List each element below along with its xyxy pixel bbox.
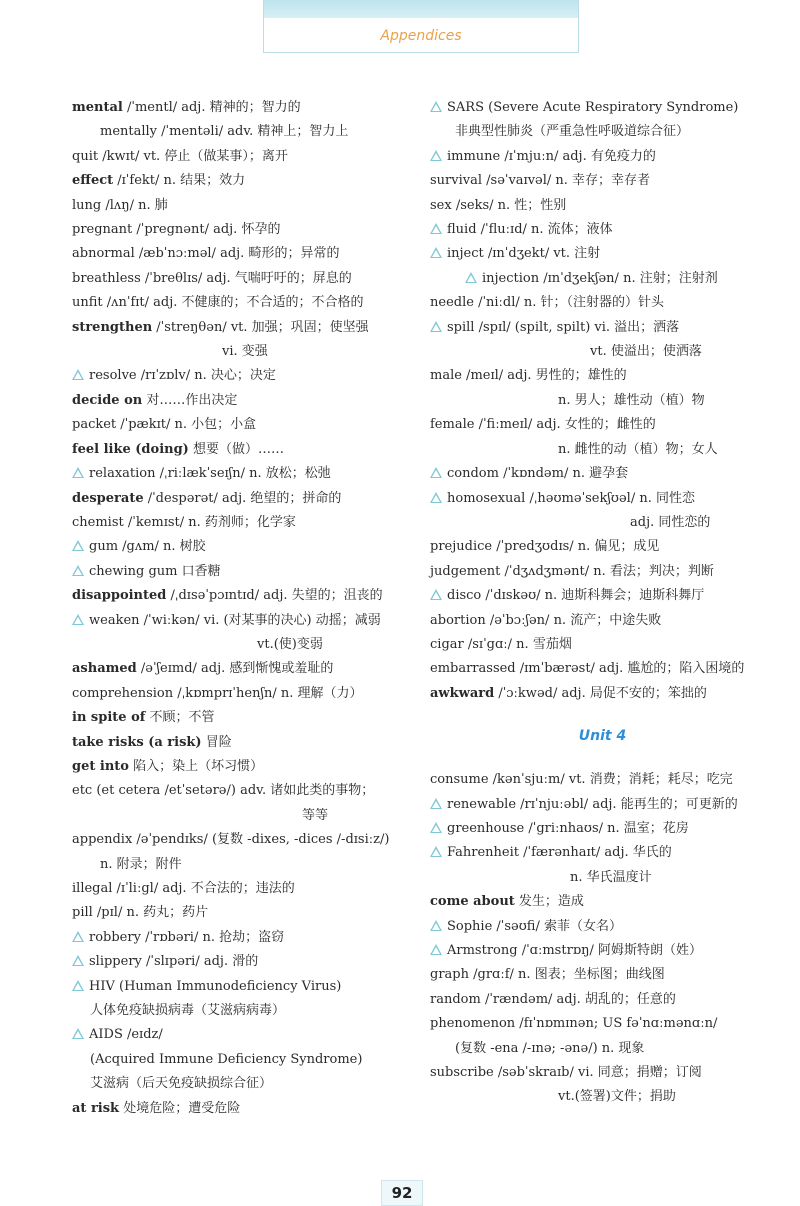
- vocab-definition: abortion /əˈbɔːʃən/ n. 流产；中途失败: [430, 612, 662, 628]
- vocab-entry: [430, 511, 775, 535]
- vocab-entry: [72, 731, 412, 755]
- vocab-term: mental: [72, 100, 123, 115]
- vocab-definition: 陷入；染上（坏习惯）: [128, 758, 264, 774]
- vocab-definition: etc (et cetera /etˈsetərə/) adv. 诸如此类的事物；: [72, 783, 375, 799]
- vocab-entry: [72, 120, 412, 144]
- vocab-definition: chewing gum 口香糖: [89, 563, 221, 579]
- vocab-entry: [72, 267, 412, 291]
- vocab-entry: [430, 438, 775, 462]
- vocab-entry: [430, 915, 775, 939]
- vocab-definition: Sophie /ˈsəʊfi/ 索菲（女名）: [447, 918, 622, 934]
- vocab-definition: /əˈʃeɪmd/ adj. 感到惭愧或羞耻的: [136, 661, 334, 677]
- vocab-entry: [72, 633, 412, 657]
- vocab-definition: male /meɪl/ adj. 男性的；雄性的: [430, 368, 627, 384]
- header-band: [263, 0, 579, 53]
- vocab-entry: [72, 413, 412, 437]
- vocab-term: desperate: [72, 490, 144, 506]
- vocab-term: feel like (doing): [72, 441, 189, 457]
- vocab-entry: [430, 389, 775, 413]
- vocab-definition: female /ˈfiːmeɪl/ adj. 女性的；雌性的: [430, 417, 656, 433]
- vocab-entry: [72, 535, 412, 559]
- vocab-entry: [72, 999, 412, 1023]
- vocab-entry: [72, 145, 412, 169]
- vocab-entry: [72, 1097, 412, 1121]
- vocab-definition: n. 华氏温度计: [570, 869, 652, 885]
- vocab-term: get into: [72, 758, 129, 774]
- vocab-entry: [430, 120, 775, 144]
- vocab-entry: [72, 926, 412, 950]
- vocab-definition: weaken /ˈwiːkən/ vi. (对某事的决心) 动摇；减弱: [89, 612, 381, 628]
- vocab-entry: [430, 413, 775, 437]
- vocab-definition: 艾滋病（后天免疫缺损综合征）: [90, 1076, 273, 1092]
- vocab-entry: [430, 267, 775, 291]
- vocab-entry: [430, 96, 775, 120]
- vocab-definition: comprehension /ˌkɒmprɪˈhenʃn/ n. 理解（力）: [72, 685, 363, 701]
- vocab-entry: [72, 1048, 412, 1072]
- vocab-term: disappointed: [72, 588, 167, 604]
- page-number: 92: [381, 1180, 423, 1206]
- vocab-definition: spill /spɪl/ (spilt, spilt) vi. 溢出；洒落: [447, 319, 680, 335]
- vocab-term: in spite of: [72, 710, 146, 726]
- vocab-definition: sex /seks/ n. 性；性别: [430, 197, 567, 213]
- triangle-marker-icon: [72, 931, 84, 942]
- triangle-marker-icon: [465, 272, 477, 283]
- triangle-marker-icon: [430, 223, 442, 234]
- vocab-entry: [430, 988, 775, 1012]
- vocab-definition: n. 雌性的动（植）物；女人: [558, 441, 718, 457]
- vocab-entry: [72, 511, 412, 535]
- vocab-entry: [430, 169, 775, 193]
- vocab-entry: [430, 487, 775, 511]
- vocab-term: strengthen: [72, 319, 153, 335]
- vocab-entry: [430, 535, 775, 559]
- vocab-definition: 想要（做）……: [188, 441, 284, 457]
- vocab-entry: [72, 657, 412, 681]
- vocab-entry: [430, 866, 775, 890]
- vocab-entry: [430, 633, 775, 657]
- vocab-definition: 等等: [302, 807, 329, 823]
- triangle-marker-icon: [72, 565, 84, 576]
- triangle-marker-icon: [72, 369, 84, 380]
- vocab-definition: AIDS /eɪdz/: [89, 1027, 163, 1043]
- vocab-entry: [72, 853, 412, 877]
- vocab-entry: [430, 218, 775, 242]
- vocab-definition: breathless /ˈbreθlɪs/ adj. 气喘吁吁的；屏息的: [72, 270, 352, 286]
- vocab-entry: [72, 169, 412, 193]
- triangle-marker-icon: [430, 492, 442, 503]
- vocab-definition: /ˈstreŋθən/ vt. 加强；巩固；使坚强: [152, 319, 369, 335]
- vocab-entry: [72, 560, 412, 584]
- vocab-entry: [72, 316, 412, 340]
- vocab-entry: [72, 804, 412, 828]
- vocab-definition: chemist /ˈkemɪst/ n. 药剂师；化学家: [72, 514, 296, 530]
- vocab-definition: /ɪˈfekt/ n. 结果；效力: [113, 173, 246, 189]
- vocab-definition: n. 附录；附件: [100, 856, 182, 872]
- triangle-marker-icon: [72, 540, 84, 551]
- triangle-marker-icon: [72, 955, 84, 966]
- triangle-marker-icon: [430, 944, 442, 955]
- vocab-definition: abnormal /æbˈnɔːməl/ adj. 畸形的；异常的: [72, 246, 340, 262]
- vocab-definition: inject /ɪnˈdʒekt/ vt. 注射: [447, 246, 601, 262]
- vocab-entry: [430, 890, 775, 914]
- vocab-definition: quit /kwɪt/ vt. 停止（做某事）；离开: [72, 148, 288, 164]
- vocab-entry: [430, 145, 775, 169]
- vocab-definition: resolve /rɪˈzɒlv/ n. 决心；决定: [89, 368, 276, 384]
- triangle-marker-icon: [430, 101, 442, 112]
- vocab-entry: [430, 242, 775, 266]
- vocab-definition: 非典型性肺炎（严重急性呼吸道综合征）: [455, 124, 690, 140]
- vocab-term: decide on: [72, 392, 143, 408]
- vocab-definition: 不顾；不管: [145, 710, 215, 726]
- vocab-definition: vi. 变强: [222, 344, 268, 360]
- vocab-entry: [72, 389, 412, 413]
- vocab-entry: [430, 291, 775, 315]
- vocab-definition: Fahrenheit /ˈfærənhaɪt/ adj. 华氏的: [447, 845, 672, 861]
- vocab-entry: [72, 584, 412, 608]
- vocab-definition: renewable /rɪˈnjuːəbl/ adj. 能再生的；可更新的: [447, 796, 738, 812]
- vocab-definition: vt. 使溢出；使洒落: [590, 344, 702, 360]
- right-column: [430, 96, 775, 1110]
- vocab-entry: [430, 1037, 775, 1061]
- vocab-definition: HIV (Human Immunodeficiency Virus): [89, 978, 342, 994]
- vocab-entry: [72, 96, 412, 120]
- vocab-definition: subscribe /səbˈskraɪb/ vi. 同意；捐赠；订阅: [430, 1065, 702, 1081]
- vocab-definition: consume /kənˈsjuːm/ vt. 消费；消耗；耗尽；吃完: [430, 772, 733, 788]
- triangle-marker-icon: [430, 846, 442, 857]
- vocab-term: come about: [430, 894, 515, 910]
- vocab-entry: [72, 194, 412, 218]
- vocab-definition: graph /grɑːf/ n. 图表；坐标图；曲线图: [430, 967, 665, 983]
- vocab-entry: [72, 609, 412, 633]
- triangle-marker-icon: [430, 467, 442, 478]
- vocab-entry: [72, 340, 412, 364]
- vocab-entry: [430, 1012, 775, 1036]
- header-sky-decoration: [264, 0, 578, 18]
- vocab-entry: [72, 1072, 412, 1096]
- section-title: Appendices: [380, 28, 462, 44]
- vocab-definition: relaxation /ˌriːlækˈseɪʃn/ n. 放松；松弛: [89, 466, 331, 482]
- vocab-term: effect: [72, 173, 114, 189]
- vocab-definition: /ˈɔːkwəd/ adj. 局促不安的；笨拙的: [494, 685, 707, 701]
- right-column-entries-b: [430, 768, 775, 1110]
- vocab-term: at risk: [72, 1100, 120, 1116]
- vocab-entry: [72, 682, 412, 706]
- vocab-entry: [430, 841, 775, 865]
- vocab-definition: pregnant /ˈpregnənt/ adj. 怀孕的: [72, 222, 281, 238]
- vocab-definition: judgement /ˈdʒʌdʒmənt/ n. 看法；判决；判断: [430, 563, 714, 579]
- vocab-entry: [72, 975, 412, 999]
- vocab-definition: unfit /ʌnˈfɪt/ adj. 不健康的；不合适的；不合格的: [72, 295, 364, 311]
- vocab-entry: [72, 1023, 412, 1047]
- vocab-definition: random /ˈrændəm/ adj. 胡乱的；任意的: [430, 991, 676, 1007]
- vocab-definition: immune /ɪˈmjuːn/ adj. 有免疫力的: [447, 148, 656, 164]
- vocab-definition: Armstrong /ˈɑːmstrɒŋ/ 阿姆斯特朗（姓）: [447, 943, 702, 958]
- vocab-entry: [430, 364, 775, 388]
- vocab-definition: mentally /ˈmentəli/ adv. 精神上；智力上: [100, 124, 349, 140]
- vocab-definition: slippery /ˈslɪpəri/ adj. 滑的: [89, 954, 259, 970]
- vocab-entry: [430, 817, 775, 841]
- vocab-definition: prejudice /ˈpredʒʊdɪs/ n. 偏见；成见: [430, 539, 660, 555]
- vocab-term: awkward: [430, 685, 495, 701]
- vocab-definition: lung /lʌŋ/ n. 肺: [72, 197, 168, 213]
- vocab-entry: [72, 779, 412, 803]
- vocab-entry: [72, 438, 412, 462]
- vocab-definition: disco /ˈdɪskəʊ/ n. 迪斯科舞会；迪斯科舞厅: [447, 588, 705, 604]
- vocab-definition: survival /səˈvaɪvəl/ n. 幸存；幸存者: [430, 173, 651, 189]
- vocab-term: take risks (a risk): [72, 734, 202, 750]
- vocab-definition: condom /ˈkɒndəm/ n. 避孕套: [447, 466, 629, 482]
- triangle-marker-icon: [430, 150, 442, 161]
- vocab-definition: homosexual /ˌhəʊməˈsekʃʊəl/ n. 同性恋: [447, 490, 695, 506]
- left-column: [72, 96, 412, 1121]
- triangle-marker-icon: [430, 589, 442, 600]
- vocab-definition: 发生；造成: [514, 894, 584, 910]
- vocab-definition: (Acquired Immune Deficiency Syndrome): [90, 1051, 363, 1067]
- triangle-marker-icon: [72, 980, 84, 991]
- vocab-entry: [72, 755, 412, 779]
- vocab-definition: fluid /ˈfluːɪd/ n. 流体；液体: [447, 222, 613, 238]
- vocab-entry: [430, 1061, 775, 1085]
- vocab-definition: phenomenon /fɪˈnɒmɪnən; US fəˈnɑːmənɑːn/: [430, 1016, 718, 1032]
- vocab-definition: n. 男人；雄性动（植）物: [558, 392, 705, 408]
- vocab-definition: pill /pɪl/ n. 药丸；药片: [72, 905, 209, 921]
- vocab-definition: 处境危险；遭受危险: [119, 1100, 241, 1116]
- vocab-entry: [430, 963, 775, 987]
- vocab-definition: injection /ɪnˈdʒekʃən/ n. 注射；注射剂: [482, 270, 718, 286]
- vocab-entry: [72, 242, 412, 266]
- triangle-marker-icon: [72, 467, 84, 478]
- vocab-entry: [430, 560, 775, 584]
- vocab-definition: embarrassed /ɪmˈbærəst/ adj. 尴尬的；陷入困境的: [430, 661, 745, 677]
- vocab-definition: SARS (Severe Acute Respiratory Syndrome): [447, 100, 739, 115]
- triangle-marker-icon: [430, 247, 442, 258]
- vocab-entry: [430, 340, 775, 364]
- triangle-marker-icon: [430, 321, 442, 332]
- vocab-definition: robbery /ˈrɒbəri/ n. 抢劫；盗窃: [89, 929, 285, 945]
- vocab-entry: [430, 194, 775, 218]
- vocab-entry: [72, 291, 412, 315]
- vocab-entry: [72, 828, 412, 852]
- vocab-definition: illegal /ɪˈliːgl/ adj. 不合法的；违法的: [72, 881, 295, 896]
- triangle-marker-icon: [430, 822, 442, 833]
- vocab-entry: [72, 364, 412, 388]
- vocab-entry: [72, 950, 412, 974]
- vocab-definition: cigar /sɪˈgɑː/ n. 雪茄烟: [430, 636, 572, 652]
- vocab-definition: /ˈmentl/ adj. 精神的；智力的: [122, 100, 301, 115]
- vocab-definition: 人体免疫缺损病毒（艾滋病病毒）: [90, 1003, 286, 1019]
- vocab-entry: [72, 706, 412, 730]
- vocab-definition: gum /gʌm/ n. 树胶: [89, 539, 206, 555]
- vocab-definition: greenhouse /ˈgriːnhaʊs/ n. 温室；花房: [447, 820, 689, 836]
- vocab-entry: [430, 939, 775, 963]
- vocab-entry: [430, 462, 775, 486]
- vocab-definition: adj. 同性恋的: [630, 514, 711, 530]
- right-column-entries-a: [430, 96, 775, 706]
- vocab-entry: [72, 877, 412, 901]
- vocab-term: ashamed: [72, 661, 137, 677]
- vocab-definition: /ˈdespərət/ adj. 绝望的；拼命的: [143, 490, 342, 506]
- vocab-entry: [72, 218, 412, 242]
- vocab-definition: vt.(签署)文件；捐助: [558, 1089, 676, 1105]
- vocab-entry: [430, 657, 775, 681]
- vocab-definition: packet /ˈpækɪt/ n. 小包；小盒: [72, 417, 257, 433]
- vocab-definition: 对……作出决定: [142, 392, 238, 408]
- vocab-entry: [72, 462, 412, 486]
- vocab-definition: 冒险: [201, 734, 232, 750]
- vocab-entry: [72, 487, 412, 511]
- vocab-entry: [430, 1085, 775, 1109]
- triangle-marker-icon: [430, 920, 442, 931]
- vocab-entry: [430, 682, 775, 706]
- vocab-entry: [430, 768, 775, 792]
- vocab-entry: [430, 316, 775, 340]
- vocab-definition: vt.(使)变弱: [257, 636, 323, 652]
- vocab-definition: needle /ˈniːdl/ n. 针；（注射器的）针头: [430, 295, 665, 311]
- vocab-entry: [430, 584, 775, 608]
- vocab-entry: [430, 609, 775, 633]
- vocab-definition: appendix /əˈpendɪks/ (复数 -dixes, -dices /-dɪsiːz/): [72, 832, 390, 848]
- triangle-marker-icon: [72, 1028, 84, 1039]
- vocab-entry: [72, 901, 412, 925]
- triangle-marker-icon: [430, 798, 442, 809]
- vocab-entry: [430, 793, 775, 817]
- vocab-definition: /ˌdɪsəˈpɔɪntɪd/ adj. 失望的；沮丧的: [166, 588, 383, 604]
- unit-heading: Unit 4: [578, 728, 627, 745]
- vocab-definition: (复数 -ena /-ɪnə; -ənə/) n. 现象: [455, 1040, 645, 1056]
- triangle-marker-icon: [72, 614, 84, 625]
